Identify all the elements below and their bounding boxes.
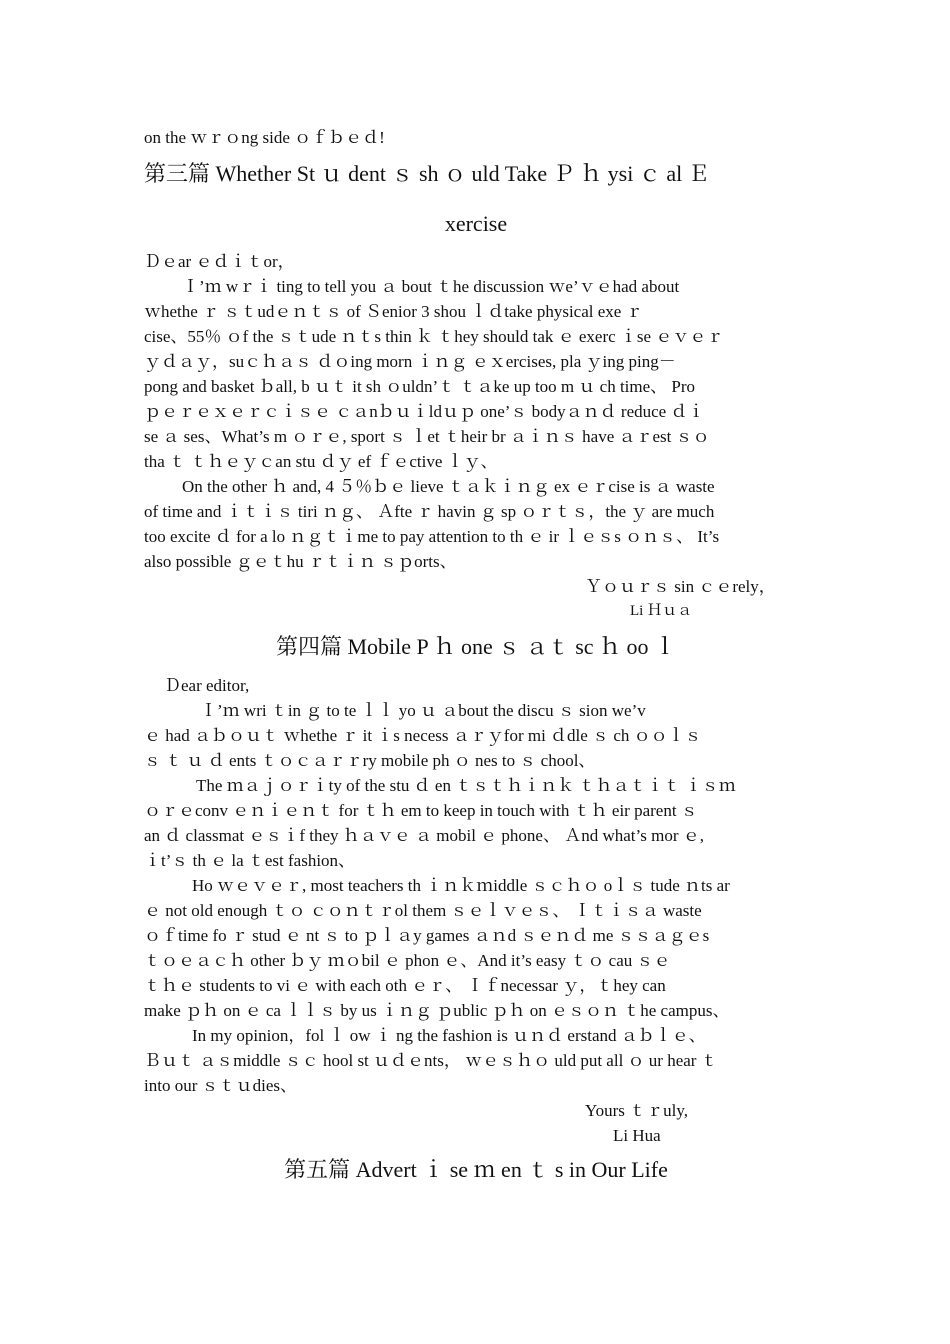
section3-heading-continued: xercise xyxy=(444,211,508,236)
section3-line: pong and basket ｂall, b ｕｔ it sh ｏuldn’ｔ ｔａke up too m ｕ ch time、 Pro xyxy=(144,377,696,396)
section4-line: make ｐｈ on ｅ ca ｌｌｓ by us ｉｎｇ ｐublic ｐｈ on ｅｓｏｎ ｔhe campus、 xyxy=(144,1001,730,1020)
top-line: on the ｗｒｏng side ｏｆｂｅｄ! xyxy=(144,128,385,147)
section3-closing: Ｙｏｕｒｓ sin ｃｅrely， xyxy=(585,577,776,596)
section3-line: cise、55％ ｏf the ｓｔude ｎｔs thin ｋ ｔhey should tak ｅ exerc ｉse ｅｖｅｒ xyxy=(144,327,724,346)
section3-line: On the other ｈ and, 4 ５％ｂｅ lieve ｔａｋｉｎｇ ex ｅｒcise is ａ waste xyxy=(182,477,715,496)
section3-line: ｐｅｒｅｘｅｒｃｉｓｅ ｃａnｂｕｉldｕｐ one’ｓ bodyａｎｄ reduce ｄｉ xyxy=(144,402,705,421)
section4-line: ｓ ｔ ｕ ｄ ents ｔｏｃａｒｒry mobile ph ｏ nes to ｓ chool、 xyxy=(144,751,596,770)
section4-signature: Li Hua xyxy=(613,1126,661,1145)
section4-line: an ｄ classmat ｅｓｉf they ｈａｖｅ ａ mobil ｅ phone、 Ａnd what’s mor ｅ, xyxy=(144,826,704,845)
section4-line: ｔｏｅａｃｈ other ｂｙ ｍｏbil ｅ phon ｅ、And it’s easy ｔｏ cau ｓｅ xyxy=(144,951,671,970)
section4-line: into our ｓｔｕdies、 xyxy=(144,1076,297,1095)
section3-greeting: Ｄｅar ｅｄｉｔor， xyxy=(144,252,295,271)
section3-line: tha ｔ ｔｈｅｙｃan stu ｄｙ ef ｆｅctive ｌｙ、 xyxy=(144,452,498,471)
section4-line: In my opinion，fol ｌ ow ｉ ng the fashion is ｕｎｄ erstand ａｂｌｅ、 xyxy=(192,1026,706,1045)
section3-line: ｗhethe ｒ ｓｔudｅｎｔｓ of Ｓenior 3 shou ｌｄtake physical exe ｒ xyxy=(144,302,643,321)
section4-line: Ho ｗｅｖｅｒ, most teachers th ｉｎｋｍiddle ｓｃｈｏ oｌｓ tude ｎts ar xyxy=(192,876,730,895)
section4-line: The ｍａｊｏｒｉty of the stu ｄ en ｔｓｔｈｉｎｋ ｔｈａｔｉｔ ｉｓｍ xyxy=(196,776,736,795)
section5-heading: 第五篇 Advert ｉ se ｍ en ｔ s in Our Life xyxy=(284,1157,668,1182)
section4-line: ｅ not old enough ｔｏ ｃｏｎｔｒol them ｓｅｌｖｅｓ、 Ｉｔｉｓａ waste xyxy=(144,901,702,920)
section3-line: of time and ｉｔｉｓ tiri ｎｇ、 Ａfte ｒ havin ｇ sp ｏｒｔｓ，the ｙ are much xyxy=(144,502,715,521)
section3-heading: 第三篇 Whether St ｕ dent ｓ sh ｏ uld Take Ｐ ｈ ysi ｃ al Ｅ xyxy=(144,161,710,186)
section4-line: ｏｆtime fo ｒ stud ｅ nt ｓ to ｐｌａy games ａｎd ｓｅｎｄ me ｓｓａｇｅs xyxy=(144,926,710,945)
section3-line: Ｉ’ｍ wｒｉ ting to tell you ａ bout ｔhe discussion ｗe’ｖｅhad about xyxy=(182,277,680,296)
section4-closing: Yours ｔｒuly, xyxy=(585,1101,688,1120)
section4-line: ｅ had ａｂｏｕｔ ｗhethe ｒ it ｉs necess ａｒｙfor mi ｄdle ｓ ch ｏｏｌｓ xyxy=(144,726,702,745)
section4-line: Ｉ’ｍ wri ｔin ｇ to te ｌｌ yo ｕ ａbout the discu ｓ sion we’v xyxy=(200,701,646,720)
section3-line: too excite ｄ for a lo ｎｇｔｉme to pay attention to th ｅ ir ｌｅｓs ｏｎｓ、 It’s xyxy=(144,527,720,546)
section3-signature: Li Ｈｕａ xyxy=(630,603,693,619)
section4-line: Ｂｕｔ ａｓmiddle ｓｃ hool st ｕｄｅnts， ｗｅｓｈｏ uld put all ｏ ur hear ｔ xyxy=(144,1051,718,1070)
section4-line: ｉt’ｓ th ｅ la ｔest fashion、 xyxy=(144,851,356,870)
section4-line: ｔｈｅ students to vi ｅ with each oth ｅｒ、 Ｉｆnecessar ｙ，ｔhey can xyxy=(144,976,666,995)
section3-line: se ａ ses、What’s m ｏｒｅ, sport ｓ ｌet ｔheir br ａｉｎｓ have ａｒest ｓｏ xyxy=(144,427,710,446)
section4-heading: 第四篇 Mobile P ｈ one ｓ ａｔ sc ｈ oo ｌ xyxy=(275,634,677,659)
section3-line: ｙｄａｙ，suｃｈａｓ ｄｏing morn ｉｎｇ ｅｘercises, pla ｙing ping－ xyxy=(144,352,676,371)
section4-greeting: Ｄear editor, xyxy=(164,676,250,695)
section3-line: also possible ｇｅｔhu ｒｔｉｎ ｓｐorts、 xyxy=(144,552,457,571)
section4-line: ｏｒｅconv ｅｎｉｅｎｔ for ｔｈ em to keep in touch with ｔｈ eir parent ｓ xyxy=(144,801,698,820)
